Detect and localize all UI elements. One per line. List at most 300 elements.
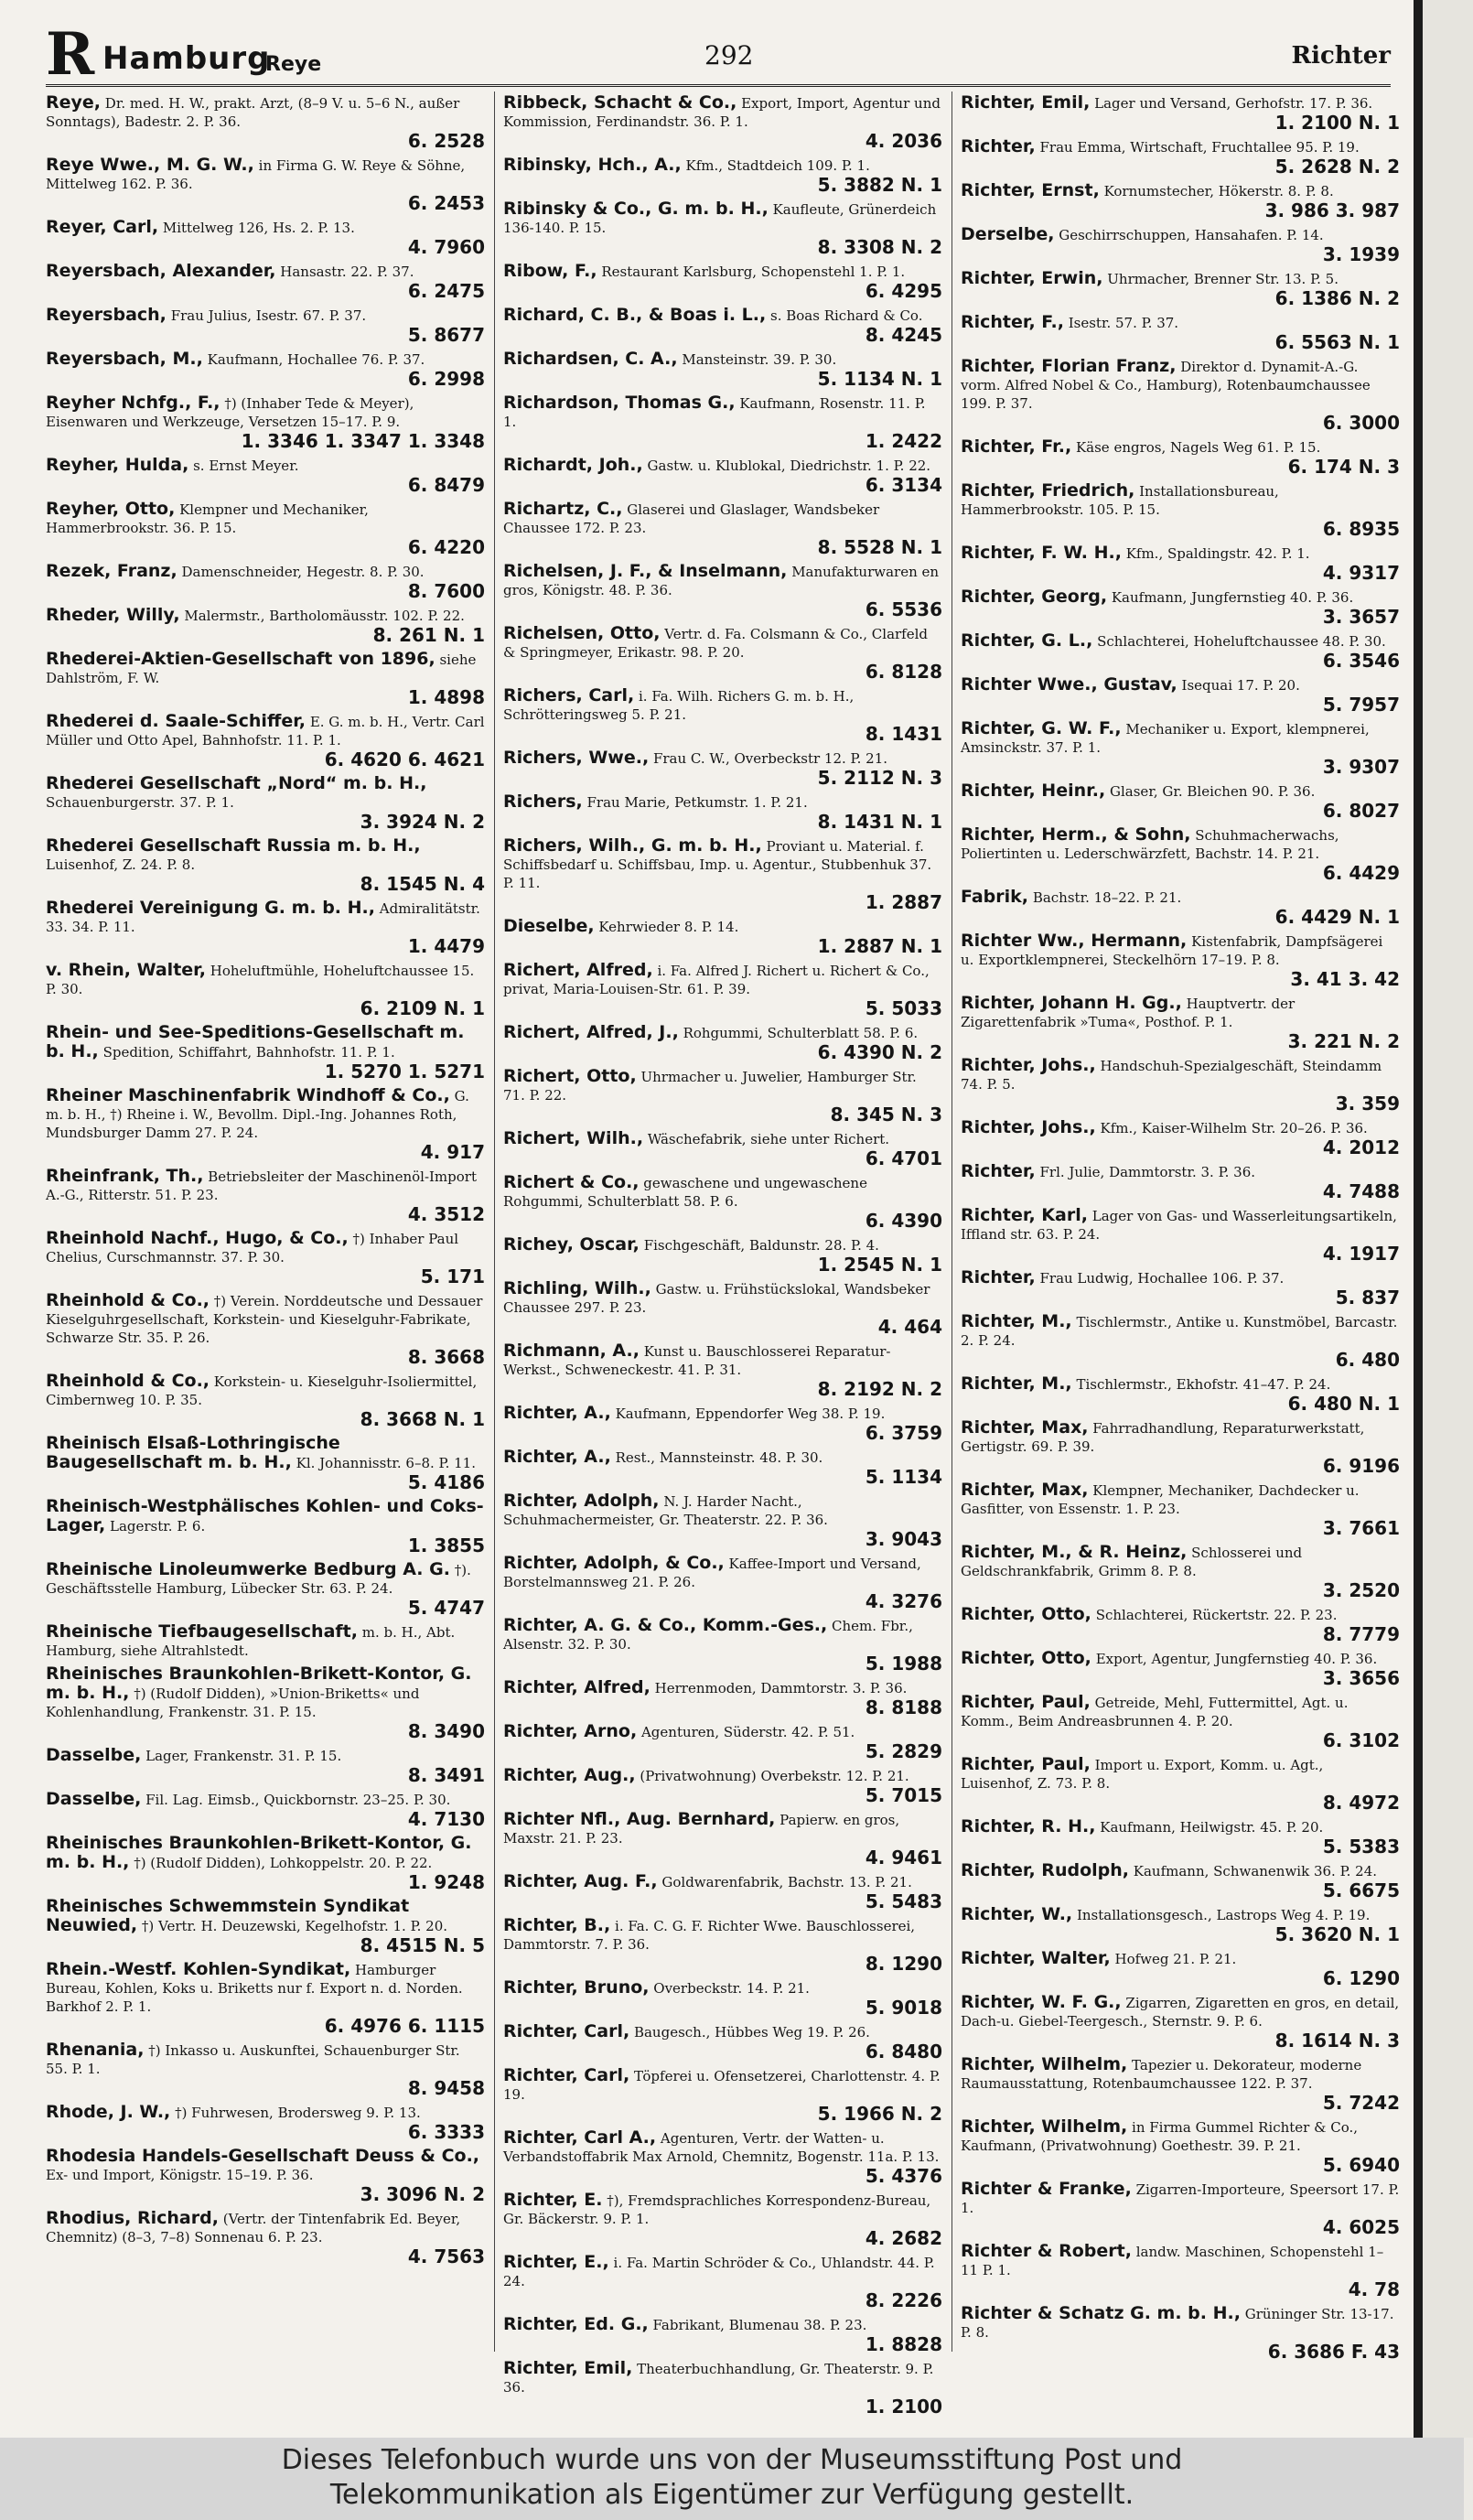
entry-name: Richardson, Thomas G.,	[503, 393, 736, 413]
directory-entry	[961, 1859, 1400, 1903]
directory-entry	[961, 1903, 1400, 1947]
entry-name: Rheinisch Elsaß-Lothringische Baugesellschaft m. b. H.,	[46, 1433, 340, 1472]
directory-entry	[46, 92, 485, 154]
directory-entry	[46, 2039, 485, 2101]
entry-phone-number: 1. 2887 N. 1	[817, 935, 942, 957]
directory-entry	[503, 1764, 942, 1808]
directory-entry	[46, 1895, 485, 1958]
entry-detail: †) Inkasso u. Auskunftei, Schauenburger Str. 55. P. 1.	[46, 2042, 460, 2077]
entry-name: Ribinsky & Co., G. m. b. H.,	[503, 199, 769, 219]
entry-phone-number: 1. 2100	[865, 2396, 942, 2418]
entry-phone-number: 4. 78	[1348, 2278, 1400, 2300]
directory-entry	[46, 1289, 485, 1370]
directory-entry	[503, 198, 942, 260]
directory-entry	[961, 824, 1400, 886]
entry-phone-number: 5. 837	[1335, 1287, 1400, 1308]
entry-detail: Getreide, Mehl, Futtermittel, Agt. u. Komm., Beim Andreasbrunnen 4. P. 20.	[961, 1695, 1349, 1729]
entry-name: Reyer, Carl,	[46, 217, 159, 237]
entry-name: Richling, Wilh.,	[503, 1278, 651, 1298]
directory-entry	[503, 154, 942, 198]
entry-detail: Zigarren-Importeure, Speersort 17. P. 1.	[961, 2181, 1400, 2216]
entry-name: Richter, Karl,	[961, 1205, 1088, 1225]
entry-name: Richert, Wilh.,	[503, 1128, 644, 1148]
entry-detail: Fischgeschäft, Baldunstr. 28. P. 4.	[643, 1237, 879, 1254]
entry-name: Richter, Carl A.,	[503, 2127, 657, 2148]
entry-detail: Wäschefabrik, siehe unter Richert.	[647, 1131, 890, 1147]
entry-phone-number: 5. 2628 N. 2	[1274, 156, 1400, 178]
directory-entry	[503, 1340, 942, 1402]
entry-phone-number: 8. 2226	[865, 2289, 942, 2311]
entry-detail: †) Vertr. H. Deuzewski, Kegelhofstr. 1. P. 20.	[141, 1918, 448, 1934]
entry-detail: Rest., Mannsteinstr. 48. P. 30.	[615, 1449, 823, 1466]
entry-detail: Kaufmann, Schwanenwik 36. P. 24.	[1133, 1863, 1378, 1879]
entry-phone-number: 8. 8188	[865, 1696, 942, 1718]
entry-detail: Kaufmann, Rosenstr. 11. P. 1.	[503, 395, 926, 430]
entry-detail: Fahrradhandlung, Reparaturwerkstatt, Gertigstr. 69. P. 39.	[961, 1420, 1365, 1455]
directory-entry	[961, 135, 1400, 179]
entry-name: Rhein.-Westf. Kohlen-Syndikat,	[46, 1959, 351, 1979]
entry-detail: Hansastr. 22. P. 37.	[280, 264, 414, 280]
entry-detail: i. Fa. C. G. F. Richter Wwe. Bauschlosserei, Dammtorstr. 7. P. 36.	[503, 1918, 916, 1953]
entry-phone-number: 8. 5528 N. 1	[817, 536, 942, 558]
directory-entry	[46, 1744, 485, 1788]
header-range-end: Richter	[1291, 42, 1391, 70]
entry-detail: s. Ernst Meyer.	[193, 458, 299, 474]
directory-entry	[503, 2189, 942, 2251]
entry-name: Richter, B.,	[503, 1915, 611, 1935]
entry-phone-number: 8. 1614 N. 3	[1274, 2030, 1400, 2052]
entry-name: Ribinsky, Hch., A.,	[503, 155, 682, 175]
entry-name: Richter, R. H.,	[961, 1816, 1096, 1836]
column-divider	[494, 92, 495, 2352]
entry-detail: Luisenhof, Z. 24. P. 8.	[46, 856, 196, 873]
entry-detail: †). Geschäftsstelle Hamburg, Lübecker Str. 63. P. 24.	[46, 1562, 471, 1597]
directory-entry	[961, 2053, 1400, 2116]
entry-phone-number: 5. 5033	[865, 997, 942, 1019]
entry-phone-number: 6. 3000	[1322, 412, 1400, 434]
directory-entry	[46, 1663, 485, 1744]
directory-entry	[46, 1558, 485, 1621]
entry-name: Richardsen, C. A.,	[503, 349, 678, 369]
entry-phone-number: 6. 4390 N. 2	[817, 1041, 942, 1063]
directory-entry	[46, 835, 485, 897]
entry-detail: Export, Import, Agentur und Kommission, Ferdinandstr. 36. P. 1.	[503, 95, 941, 130]
entry-phone-number: 8. 3491	[407, 1764, 485, 1786]
entry-name: Richter, Friedrich,	[961, 480, 1135, 501]
directory-entry	[961, 311, 1400, 355]
entry-phone-number: 4. 1917	[1322, 1243, 1400, 1265]
directory-entry	[503, 747, 942, 791]
entry-name: Richter, Aug. F.,	[503, 1871, 658, 1891]
entry-phone-number: 8. 1431	[865, 723, 942, 745]
entry-detail: Betriebsleiter der Maschinenöl-Import A.-G., Ritterstr. 51. P. 23.	[46, 1168, 477, 1203]
entry-detail: Kl. Johannisstr. 6–8. P. 11.	[296, 1455, 476, 1471]
directory-entry	[503, 2127, 942, 2189]
entry-phone-number: 3. 3656	[1322, 1667, 1400, 1689]
entry-name: Rhenania,	[46, 2040, 145, 2060]
entry-name: Richter Ww., Hermann,	[961, 931, 1188, 951]
entry-name: Richter, Paul,	[961, 1692, 1091, 1712]
entry-phone-number: 6. 2475	[407, 280, 485, 302]
entry-name: Rheinisches Braunkohlen-Brikett-Kontor, G. m. b. H.,	[46, 1664, 472, 1703]
entry-phone-number: 6. 2109 N. 1	[360, 997, 485, 1019]
entry-phone-number: 1. 5270 1. 5271	[324, 1061, 485, 1082]
entry-name: Richter,	[961, 1161, 1036, 1181]
entry-detail: gewaschene und ungewaschene Rohgummi, Schulterblatt 58. P. 6.	[503, 1175, 867, 1210]
directory-entry	[46, 454, 485, 498]
entry-phone-number: 8. 9458	[407, 2077, 485, 2099]
directory-entry	[46, 1165, 485, 1227]
header-city: Hamburg	[102, 40, 271, 77]
entry-name: Rhode, J. W.,	[46, 2102, 171, 2122]
entry-name: Richter, Rudolph,	[961, 1860, 1129, 1880]
directory-entry	[961, 1373, 1400, 1416]
directory-entry	[503, 1870, 942, 1914]
directory-entry	[503, 622, 942, 684]
entry-detail: Kfm., Stadtdeich 109. P. 1.	[685, 157, 870, 174]
directory-entry	[961, 1266, 1400, 1310]
entry-name: Richter, Fr.,	[961, 436, 1072, 457]
entry-detail: Agenturen, Süderstr. 42. P. 51.	[640, 1724, 855, 1740]
directory-column-3	[961, 92, 1400, 2363]
entry-detail: Geschirrschuppen, Hansahafen. P. 14.	[1059, 227, 1324, 243]
entry-detail: Kornumstecher, Hökerstr. 8. P. 8.	[1103, 183, 1334, 199]
entry-detail: Tischlermstr., Ekhofstr. 41–47. P. 24.	[1076, 1376, 1331, 1393]
entry-detail: i. Fa. Martin Schröder & Co., Uhlandstr. 44. P. 24.	[503, 2255, 935, 2289]
entry-detail: Gastw. u. Frühstückslokal, Wandsbeker Chaussee 297. P. 23.	[503, 1281, 930, 1316]
directory-entry	[961, 673, 1400, 717]
entry-phone-number: 8. 4245	[865, 324, 942, 346]
entry-detail: Frau Emma, Wirtschaft, Fruchtallee 95. P. 19.	[1039, 139, 1360, 156]
entry-name: Richter, Florian Franz,	[961, 356, 1177, 376]
entry-detail: Fabrikant, Blumenau 38. P. 23.	[652, 2317, 867, 2333]
directory-entry	[503, 498, 942, 560]
directory-entry	[961, 1310, 1400, 1373]
directory-entry	[961, 1054, 1400, 1116]
entry-name: Richter, Adolph, & Co.,	[503, 1553, 725, 1573]
directory-entry	[961, 267, 1400, 311]
entry-name: Richter, Alfred,	[503, 1677, 650, 1697]
entry-phone-number: 6. 5563 N. 1	[1274, 331, 1400, 353]
directory-entry	[503, 1490, 942, 1552]
entry-name: Reye,	[46, 92, 102, 113]
page-number: 292	[704, 40, 754, 70]
directory-entry	[503, 2064, 942, 2127]
directory-entry	[961, 479, 1400, 542]
entry-detail: N. J. Harder Nacht., Schuhmachermeister, Gr. Theaterstr. 22. P. 36.	[503, 1493, 828, 1528]
entry-phone-number: 8. 3308 N. 2	[817, 236, 942, 258]
entry-detail: Theaterbuchhandlung, Gr. Theaterstr. 9. P. 36.	[503, 2361, 934, 2396]
entry-detail: †) (Rudolf Didden), »Union-Briketts« und Kohlenhandlung, Frankenstr. 31. P. 15.	[46, 1685, 420, 1720]
directory-entry	[503, 1277, 942, 1340]
entry-name: Richter, A.,	[503, 1447, 611, 1467]
entry-detail: in Firma Gummel Richter & Co., Kaufmann, (Privatwohnung) Goethestr. 39. P. 21.	[961, 2119, 1358, 2154]
directory-entry	[503, 1976, 942, 2020]
entry-phone-number: 5. 6940	[1322, 2154, 1400, 2176]
entry-name: Richelsen, Otto,	[503, 623, 661, 643]
entry-phone-number: 5. 3882 N. 1	[817, 174, 942, 196]
directory-entry	[503, 915, 942, 959]
directory-entry	[46, 1495, 485, 1558]
entry-detail: Tapezier u. Dekorateur, moderne Raumausstattung, Rotenbaumchaussee 122. P. 37.	[961, 2057, 1362, 2092]
entry-detail: Direktor d. Dynamit-A.-G. vorm. Alfred Nobel & Co., Hamburg), Rotenbaumchaussee 199. P. 37.	[961, 359, 1371, 412]
entry-detail: Dr. med. H. W., prakt. Arzt, (8–9 V. u. 5–6 N., außer Sonntags), Badestr. 2. P. 36.	[46, 95, 460, 130]
entry-phone-number: 6. 2453	[407, 192, 485, 214]
entry-phone-number: 6. 2528	[407, 130, 485, 152]
entry-detail: Mittelweg 126, Hs. 2. P. 13.	[162, 220, 355, 236]
entry-phone-number: 6. 4429	[1322, 862, 1400, 884]
entry-name: Richter Nfl., Aug. Bernhard,	[503, 1809, 776, 1829]
entry-phone-number: 5. 6675	[1322, 1879, 1400, 1901]
directory-entry	[961, 542, 1400, 586]
entry-detail: Kfm., Kaiser-Wilhelm Str. 20–26. P. 36.	[1100, 1120, 1368, 1136]
directory-entry	[961, 2178, 1400, 2240]
entry-detail: Frau Julius, Isestr. 67. P. 37.	[170, 307, 367, 324]
entry-detail: Uhrmacher u. Juwelier, Hamburger Str. 71. P. 22.	[503, 1069, 917, 1104]
entry-phone-number: 8. 7600	[407, 580, 485, 602]
entry-phone-number: 3. 221 N. 2	[1287, 1030, 1400, 1052]
directory-entry	[46, 260, 485, 304]
entry-phone-number: 4. 2036	[865, 130, 942, 152]
entry-phone-number: 6. 4220	[407, 536, 485, 558]
entry-detail: †) (Rudolf Didden), Lohkoppelstr. 20. P. 22.	[134, 1855, 433, 1871]
entry-detail: †) Verein. Norddeutsche und Dessauer Kieselguhrgesellschaft, Korkstein- und Kieselguhr-Fabrikate, Schwarze Str. 35. P. 26.	[46, 1293, 483, 1346]
entry-detail: Gastw. u. Klublokal, Diedrichstr. 1. P. 22.	[647, 458, 931, 474]
entry-phone-number: 6. 2998	[407, 368, 485, 390]
entry-detail: Kehrwieder 8. P. 14.	[598, 919, 739, 935]
entry-detail: Malermstr., Bartholomäusstr. 102. P. 22.	[184, 608, 465, 624]
directory-entry	[503, 835, 942, 915]
entry-phone-number: 6. 4976 6. 1115	[324, 2015, 485, 2037]
entry-detail: Ex- und Import, Königstr. 15–19. P. 36.	[46, 2167, 314, 2183]
entry-name: Reyersbach,	[46, 305, 167, 325]
directory-entry	[503, 2313, 942, 2357]
entry-phone-number: 1. 8828	[865, 2333, 942, 2355]
entry-name: Fabrik,	[961, 887, 1029, 907]
entry-phone-number: 4. 3512	[407, 1203, 485, 1225]
entry-phone-number: 6. 480 N. 1	[1287, 1393, 1400, 1415]
entry-phone-number: 5. 5483	[865, 1890, 942, 1912]
entry-phone-number: 4. 6025	[1322, 2216, 1400, 2238]
directory-entry	[46, 710, 485, 772]
directory-entry	[961, 179, 1400, 223]
directory-entry	[503, 1171, 942, 1233]
entry-phone-number: 5. 1134 N. 1	[817, 368, 942, 390]
entry-name: Richers, Wilh., G. m. b. H.,	[503, 835, 762, 856]
entry-detail: Kaufleute, Grünerdeich 136-140. P. 15.	[503, 201, 937, 236]
entry-phone-number: 6. 9196	[1322, 1455, 1400, 1477]
entry-phone-number: 6. 4390	[865, 1210, 942, 1232]
entry-name: Rhederei Vereinigung G. m. b. H.,	[46, 898, 375, 918]
entry-name: Richter, Otto,	[961, 1648, 1091, 1668]
entry-phone-number: 6. 3102	[1322, 1729, 1400, 1751]
directory-entry	[46, 1432, 485, 1495]
directory-entry	[961, 1603, 1400, 1647]
entry-phone-number: 5. 7957	[1322, 694, 1400, 716]
entry-name: Richter Wwe., Gustav,	[961, 674, 1177, 695]
entry-phone-number: 6. 1290	[1322, 1967, 1400, 1989]
entry-name: Richert, Otto,	[503, 1066, 637, 1086]
entry-detail: Schlachterei, Hoheluftchaussee 48. P. 30.	[1097, 633, 1386, 650]
entry-phone-number: 4. 3276	[865, 1590, 942, 1612]
entry-phone-number: 6. 3333	[407, 2121, 485, 2143]
directory-entry	[46, 604, 485, 648]
entry-phone-number: 5. 4186	[407, 1471, 485, 1493]
entry-phone-number: 1. 2422	[865, 430, 942, 452]
directory-entry	[961, 1991, 1400, 2053]
entry-detail: Klempner, Mechaniker, Dachdecker u. Gasfitter, von Essenstr. 1. P. 23.	[961, 1482, 1360, 1517]
directory-entry	[503, 454, 942, 498]
entry-detail: Isestr. 57. P. 37.	[1068, 315, 1179, 331]
entry-name: Richter, Wilhelm,	[961, 2054, 1128, 2074]
directory-entry	[961, 2302, 1400, 2364]
entry-name: Reyher, Hulda,	[46, 455, 189, 475]
entry-phone-number: 5. 3620 N. 1	[1274, 1923, 1400, 1945]
entry-name: Richter, Paul,	[961, 1754, 1091, 1774]
entry-name: Rheinisches Schwemmstein Syndikat Neuwied,	[46, 1896, 410, 1935]
directory-entry	[46, 1832, 485, 1895]
entry-detail: Kaufmann, Heilwigstr. 45. P. 20.	[1100, 1819, 1324, 1836]
entry-detail: Installationsbureau, Hammerbrookstr. 105. P. 15.	[961, 483, 1279, 518]
directory-column-2	[503, 92, 942, 2418]
entry-phone-number: 6. 4701	[865, 1147, 942, 1169]
directory-entry	[46, 648, 485, 710]
directory-entry	[961, 355, 1400, 436]
entry-name: Rheinische Tiefbaugesellschaft,	[46, 1621, 358, 1642]
entry-name: Richter, E.	[503, 2190, 603, 2210]
entry-name: Reyersbach, Alexander,	[46, 261, 276, 281]
entry-phone-number: 6. 3686 F. 43	[1267, 2341, 1400, 2363]
directory-entry	[961, 930, 1400, 992]
directory-entry	[46, 959, 485, 1021]
entry-detail: siehe Dahlström, F. W.	[46, 652, 477, 686]
directory-entry	[961, 1947, 1400, 1991]
directory-entry	[503, 392, 942, 454]
entry-name: Richter, Max,	[961, 1417, 1089, 1438]
entry-phone-number: 6. 3134	[865, 474, 942, 496]
entry-detail: Damenschneider, Hegestr. 8. P. 30.	[181, 564, 425, 580]
directory-entry	[46, 2207, 485, 2269]
entry-detail: Import u. Export, Komm. u. Agt., Luisenhof, Z. 73. P. 8.	[961, 1757, 1324, 1792]
directory-entry	[503, 1914, 942, 1976]
entry-name: Richter, Emil,	[961, 92, 1091, 113]
directory-entry	[503, 1552, 942, 1614]
entry-phone-number: 4. 9317	[1322, 562, 1400, 584]
entry-phone-number: 6. 4295	[865, 280, 942, 302]
directory-entry	[961, 92, 1400, 135]
directory-entry	[961, 1691, 1400, 1753]
entry-detail: Töpferei u. Ofensetzerei, Charlottenstr. 4. P. 19.	[503, 2068, 941, 2103]
directory-entry	[46, 348, 485, 392]
directory-entry	[46, 1227, 485, 1289]
entry-phone-number: 6. 5536	[865, 598, 942, 620]
entry-name: Rheinisch-Westphälisches Kohlen- und Coks-Lager,	[46, 1496, 484, 1535]
entry-name: Richter, Aug.,	[503, 1765, 636, 1785]
directory-entry	[46, 1958, 485, 2039]
entry-name: Rheiner Maschinenfabrik Windhoff & Co.,	[46, 1085, 450, 1105]
directory-entry	[46, 304, 485, 348]
entry-detail: Lager, Frankenstr. 31. P. 15.	[145, 1748, 342, 1764]
entry-name: Richter, F.,	[961, 312, 1064, 332]
entry-detail: Kaufmann, Hochallee 76. P. 37.	[207, 351, 425, 368]
entry-detail: Kaffee-Import und Versand, Borstelmannsweg 21. P. 26.	[503, 1556, 921, 1590]
entry-name: Richter, Emil,	[503, 2358, 633, 2378]
directory-entry	[503, 1065, 942, 1127]
entry-name: Richert, Alfred, J.,	[503, 1022, 679, 1042]
entry-detail: Kfm., Spaldingstr. 42. P. 1.	[1125, 545, 1310, 562]
directory-column-1	[46, 92, 485, 2352]
directory-entry	[46, 1621, 485, 1663]
directory-entry	[961, 1116, 1400, 1160]
entry-phone-number: 8. 345 N. 3	[830, 1104, 942, 1125]
entry-detail: Schauenburgerstr. 37. P. 1.	[46, 794, 234, 811]
entry-detail: Hauptvertr. der Zigarettenfabrik »Tuma«, Posthof. P. 1.	[961, 996, 1296, 1030]
entry-phone-number: 1. 4898	[407, 686, 485, 708]
entry-phone-number: 6. 8128	[865, 661, 942, 683]
directory-entry	[503, 684, 942, 747]
directory-entry	[503, 1127, 942, 1171]
entry-name: Richter, Heinr.,	[961, 781, 1106, 801]
entry-phone-number: 5. 8677	[407, 324, 485, 346]
entry-detail: Restaurant Karlsburg, Schopenstehl 1. P. 1.	[601, 264, 906, 280]
entry-detail: Kaufmann, Jungfernstieg 40. P. 36.	[1111, 589, 1354, 606]
entry-phone-number: 6. 8027	[1322, 800, 1400, 822]
directory-entry	[46, 154, 485, 216]
entry-phone-number: 1. 3855	[407, 1535, 485, 1556]
entry-detail: Schuhmacherwachs, Poliertinten u. Lederschwärzfett, Bachstr. 14. P. 21.	[961, 827, 1339, 862]
directory-entry	[503, 1720, 942, 1764]
directory-entry	[961, 992, 1400, 1054]
entry-detail: Kaufmann, Eppendorfer Weg 38. P. 19.	[615, 1405, 886, 1422]
entry-phone-number: 8. 4972	[1322, 1792, 1400, 1814]
entry-phone-number: 6. 8480	[865, 2041, 942, 2062]
entry-phone-number: 3. 9307	[1322, 756, 1400, 778]
directory-entry	[961, 717, 1400, 780]
entry-phone-number: 3. 9043	[865, 1528, 942, 1550]
directory-entry	[503, 959, 942, 1021]
entry-phone-number: 8. 3668	[407, 1346, 485, 1368]
entry-name: Richter, Johs.,	[961, 1117, 1096, 1137]
entry-detail: Mansteinstr. 39. P. 30.	[682, 351, 837, 368]
entry-phone-number: 8. 3668 N. 1	[360, 1408, 485, 1430]
entry-phone-number: 3. 2520	[1322, 1579, 1400, 1601]
entry-name: Richter, Johann H. Gg.,	[961, 993, 1182, 1013]
entry-detail: Agenturen, Vertr. der Watten- u. Verbandstoffabrik Max Arnold, Chemnitz, Bogenstr. 11a. P. 13.	[503, 2130, 940, 2165]
entry-detail: Zigarren, Zigaretten en gros, en detail, Dach-u. Giebel-Teergesch., Sternstr. 9. P. 6.	[961, 1995, 1400, 2030]
entry-name: Richter, W. F. G.,	[961, 1992, 1122, 2012]
entry-detail: Herrenmoden, Dammtorstr. 3. P. 36.	[654, 1680, 908, 1696]
entry-name: Richter, Arno,	[503, 1721, 638, 1741]
entry-name: Rhein- und See-Speditions-Gesellschaft m. b. H.,	[46, 1022, 465, 1061]
entry-name: Richter,	[961, 1267, 1036, 1287]
entry-name: Rheder, Willy,	[46, 605, 180, 625]
directory-entry	[961, 1753, 1400, 1815]
entry-phone-number: 3. 3924 N. 2	[360, 811, 485, 833]
directory-entry	[503, 304, 942, 348]
entry-detail: Uhrmacher, Brenner Str. 13. P. 5.	[1107, 271, 1339, 287]
entry-name: Richter, Ernst,	[961, 180, 1100, 200]
entry-name: Richter, Wilhelm,	[961, 2116, 1128, 2137]
entry-detail: (Vertr. der Tintenfabrik Ed. Beyer, Chemnitz) (8–3, 7–8) Sonnenau 6. P. 23.	[46, 2211, 461, 2245]
directory-entry	[961, 1541, 1400, 1603]
entry-phone-number: 3. 41 3. 42	[1290, 968, 1400, 990]
entry-detail: Papierw. en gros, Maxstr. 21. P. 23.	[503, 1812, 900, 1847]
directory-entry	[503, 92, 942, 154]
directory-entry	[46, 772, 485, 835]
entry-detail: Admiralitätstr. 33. 34. P. 11.	[46, 900, 480, 935]
entry-detail: Frau Marie, Petkumstr. 1. P. 21.	[586, 794, 808, 811]
directory-entry	[961, 780, 1400, 824]
